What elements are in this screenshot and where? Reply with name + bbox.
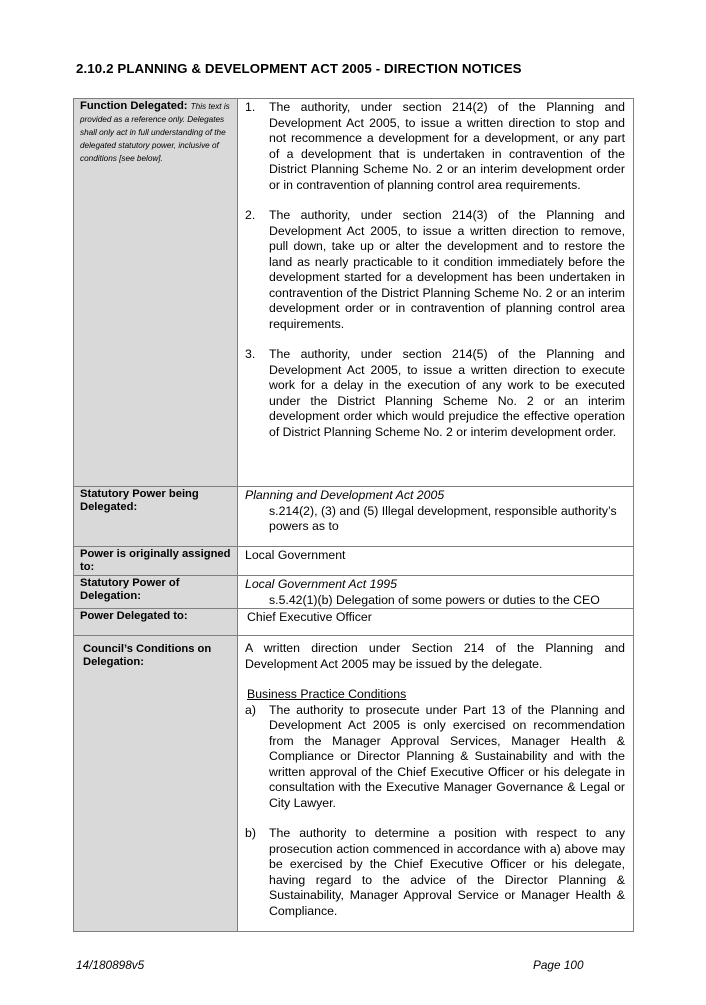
list-item xyxy=(245,208,625,332)
item-number: 3. xyxy=(245,347,256,361)
delegation-table xyxy=(73,98,634,932)
row-statutory-power-of-delegation xyxy=(74,576,634,609)
planning-act-name: Planning and Development Act 2005 xyxy=(245,488,445,502)
item-text: The authority to determine a position with respect to any prosecution action commenced in accordance with a) above may be exercised by the Chief Executive Officer or his delegate, having regard to the advice of the Director Planning & Sustainability, Manager Approval Service or Manager Health & Compliance. xyxy=(269,826,625,918)
document-reference: 14/180898v5 xyxy=(76,958,145,972)
reference-note: This text is provided as a reference only. Delegates shall only act in full understanding of the delegated statutory power, inclusive of conditions [see below]. xyxy=(80,102,230,163)
list-item xyxy=(245,347,625,440)
item-number: 1. xyxy=(245,100,256,114)
list-item xyxy=(245,826,625,919)
conditions-value-cell xyxy=(238,636,634,932)
list-item xyxy=(245,703,625,812)
item-letter: b) xyxy=(245,826,256,840)
function-delegated-value-cell xyxy=(238,99,634,487)
delegation-power-detail: s.5.42(1)(b) Delegation of some powers or duties to the CEO xyxy=(269,592,600,607)
conditions-intro: A written direction under Section 214 of the Planning and Development Act 2005 may be issued by the delegate. xyxy=(245,641,625,671)
row-conditions xyxy=(74,636,634,932)
page-number: Page 100 xyxy=(533,958,584,972)
item-text: The authority, under section 214(5) of the Planning and Development Act 2005, to issue a written direction to execute work for a delay in the execution of any work to be executed under the District Planning Scheme No. 2 or an interim development order which would prejudice the effective operation of District Planning Scheme No. 2 or interim development order. xyxy=(269,347,625,439)
item-text: The authority to prosecute under Part 13 of the Planning and Development Act 2005 is only exercised on recommendation from the Manager Approval Services, Manager Health & Compliance or Director Planning & Sustainability and with the written approval of the Chief Executive Officer or his delegate in consultation with the Executive Manager Governance & Legal or City Lawyer. xyxy=(269,702,625,810)
function-delegated-label-cell xyxy=(74,99,238,487)
row-originally-assigned xyxy=(74,547,634,576)
delegated-to-label: Power Delegated to: xyxy=(74,609,238,636)
row-delegated-to xyxy=(74,609,634,636)
statutory-power-detail: s.214(2), (3) and (5) Illegal development, responsible authority’s powers as to xyxy=(269,503,617,533)
list-item xyxy=(245,100,625,193)
delegated-to-value: Chief Executive Officer xyxy=(238,609,634,636)
statutory-power-label: Statutory Power being Delegated: xyxy=(74,487,238,547)
function-list xyxy=(245,100,625,440)
item-text: The authority, under section 214(2) of the Planning and Development Act 2005, to issue a written direction to stop and not recommence a development for a development, or any part of a development that is undertaken in contravention of the District Planning Scheme No. 2 or an interim development order or in contravention of planning control area requirements. xyxy=(269,100,625,192)
business-practice-heading: Business Practice Conditions xyxy=(247,687,407,701)
item-text: The authority, under section 214(3) of the Planning and Development Act 2005, to issue a written direction to remove, pull down, take up or alter the development and to restore the land as nearly practicable to it condition immediately before the development started for a development has been undertaken in contravention of the District Planning Scheme No. 2 or an interim development order or in contravention of planning control area requirements. xyxy=(269,208,625,331)
originally-assigned-value: Local Government xyxy=(238,547,634,576)
item-letter: a) xyxy=(245,702,256,717)
conditions-list xyxy=(245,703,625,920)
item-number: 2. xyxy=(245,208,256,222)
delegation-power-value-cell xyxy=(238,576,634,609)
delegation-power-label: Statutory Power of Delegation: xyxy=(74,576,238,609)
row-function-delegated xyxy=(74,99,634,487)
statutory-power-value-cell xyxy=(238,487,634,547)
originally-assigned-label: Power is originally assigned to: xyxy=(74,547,238,576)
conditions-label: Council’s Conditions on Delegation: xyxy=(74,636,238,932)
row-statutory-power xyxy=(74,487,634,547)
function-delegated-label: Function Delegated: xyxy=(80,100,188,112)
local-government-act-name: Local Government Act 1995 xyxy=(245,577,397,591)
section-heading: 2.10.2 PLANNING & DEVELOPMENT ACT 2005 - DIRECTION NOTICES xyxy=(76,61,522,76)
